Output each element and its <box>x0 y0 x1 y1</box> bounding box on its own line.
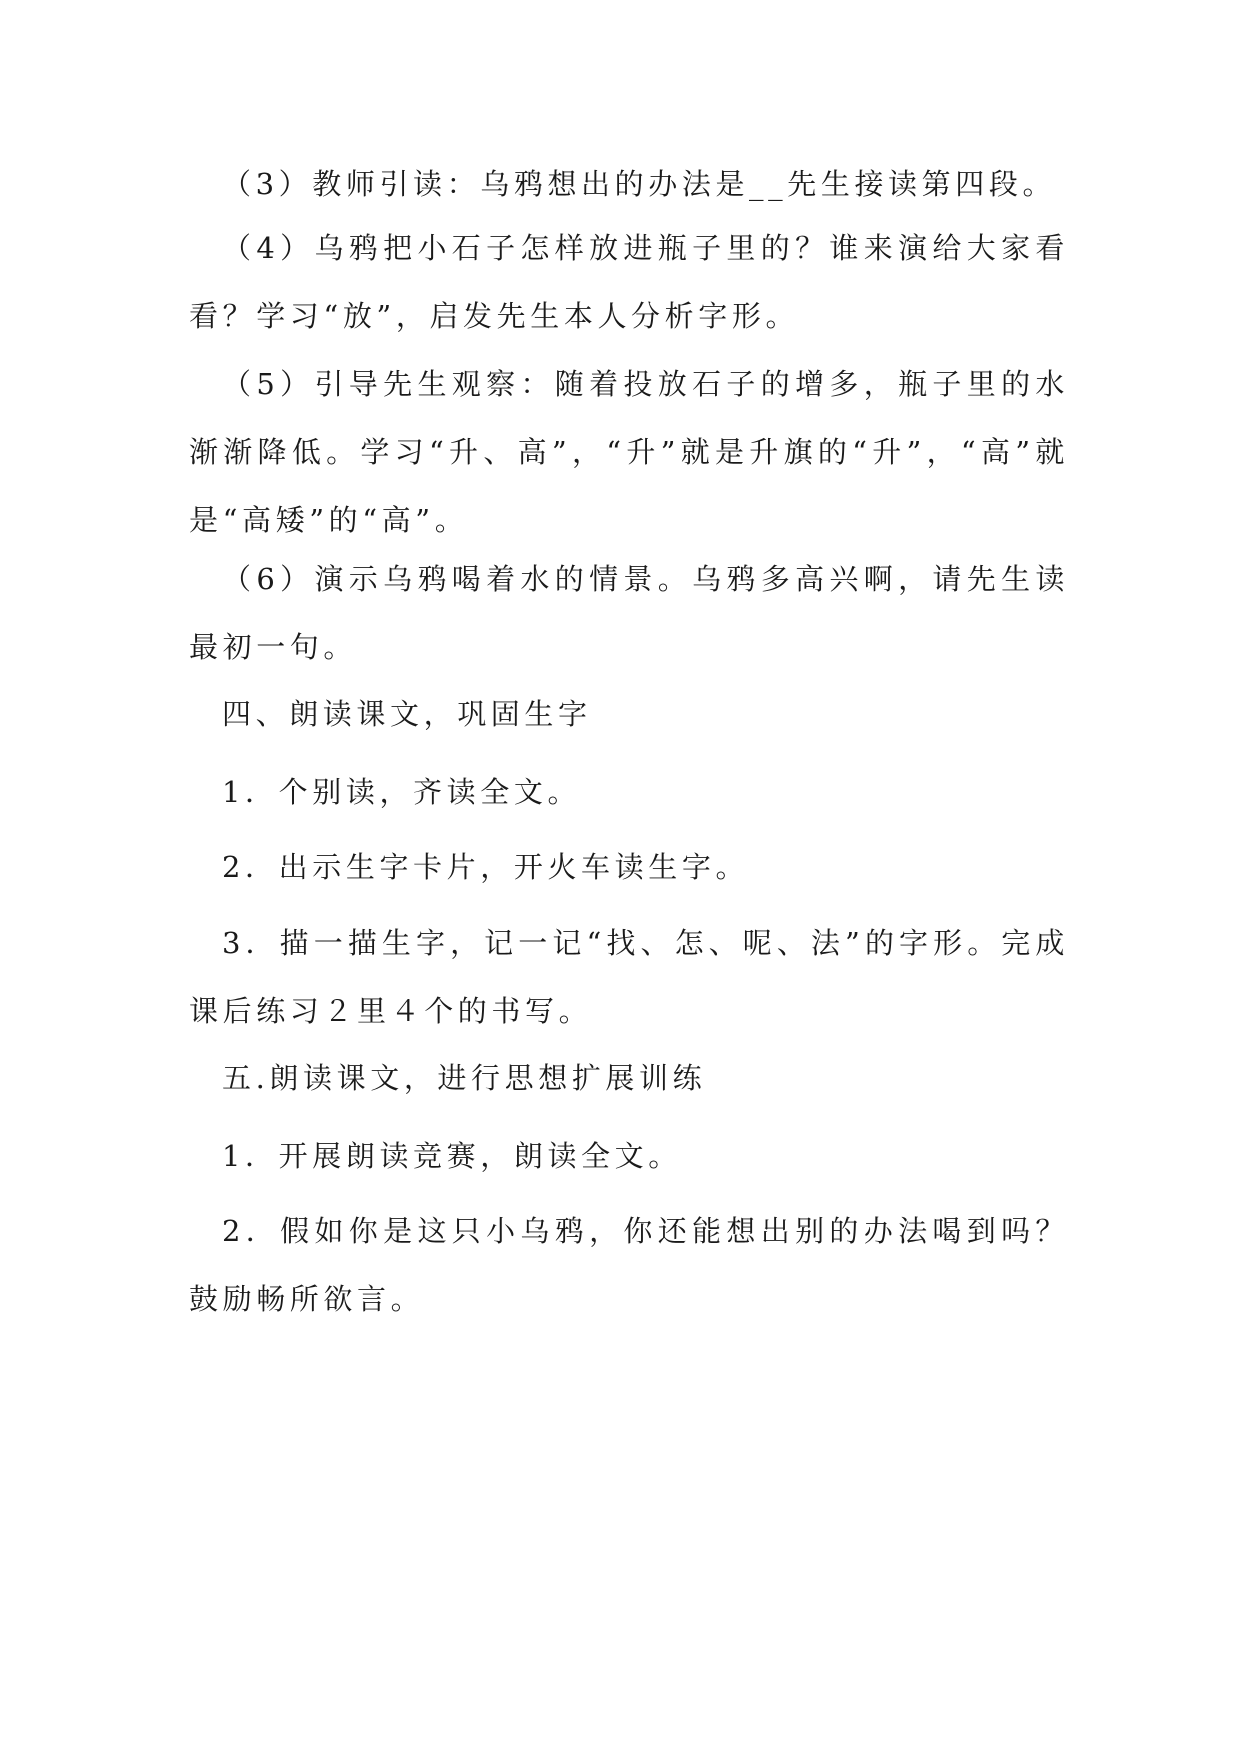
paragraph-step-3: （3）教师引读：乌鸦想出的办法是__先生接读第四段。 <box>222 167 1057 201</box>
list-item-4-2: 2．出示生字卡片，开火车读生字。 <box>222 850 750 884</box>
list-item-5-1: 1．开展朗读竞赛，朗读全文。 <box>222 1139 682 1173</box>
paragraph-step-4: （4）乌鸦把小石子怎样放进瓶子里的？谁来演给大家看看？学习“放”，启发先生本人分析字形。 <box>189 231 1069 333</box>
list-item-4-1: 1．个别读，齐读全文。 <box>222 775 582 809</box>
section-heading-5: 五.朗读课文，进行思想扩展训练 <box>222 1061 707 1095</box>
section-heading-4: 四、朗读课文，巩固生字 <box>222 697 592 731</box>
list-item-5-2: 2．假如你是这只小乌鸦，你还能想出别的办法喝到吗？鼓励畅所欲言。 <box>189 1214 1069 1316</box>
list-item-4-3: 3．描一描生字，记一记“找、怎、呢、法”的字形。完成课后练习２里４个的书写。 <box>189 926 1069 1028</box>
paragraph-step-6: （6）演示乌鸦喝着水的情景。乌鸦多高兴啊，请先生读最初一句。 <box>189 562 1069 664</box>
paragraph-step-5: （5）引导先生观察：随着投放石子的增多，瓶子里的水渐渐降低。学习“升、高”，“升”就是升旗的“升”，“高”就是“高矮”的“高”。 <box>189 367 1069 537</box>
